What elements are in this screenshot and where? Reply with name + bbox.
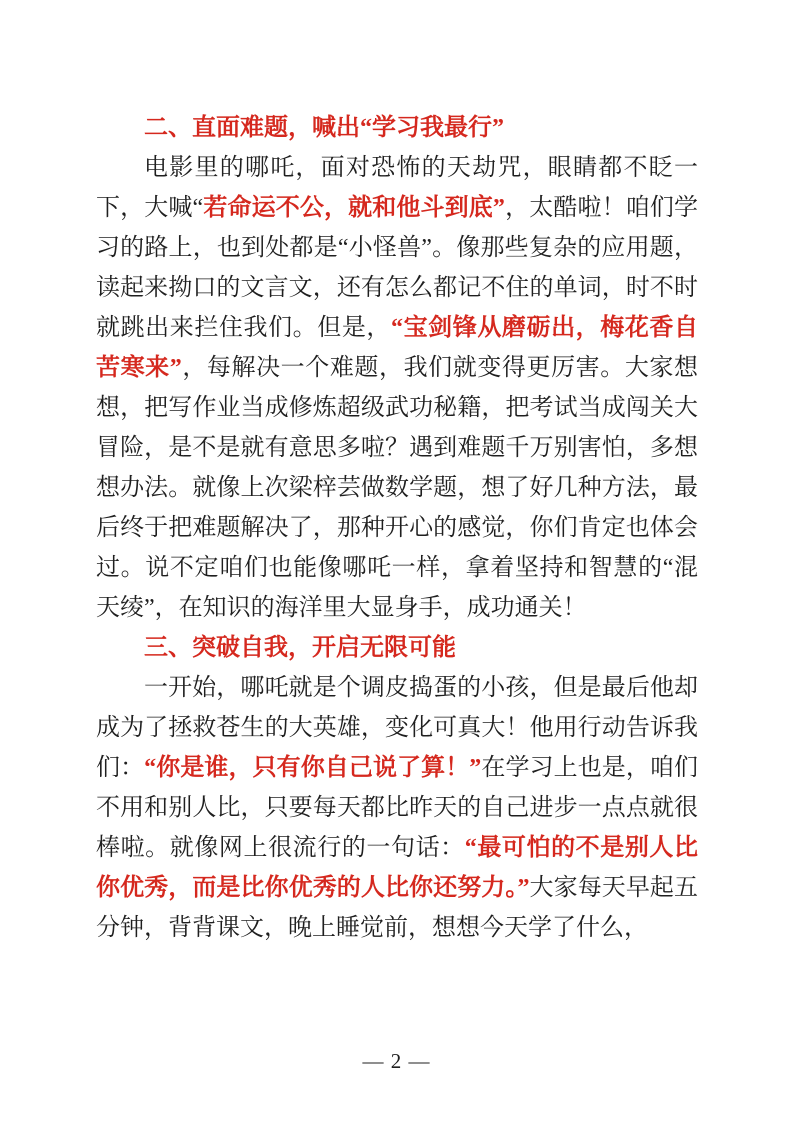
text-segment: 大家每天早起五分钟，背背课文，晚上睡觉前，想想今天学了什么， bbox=[96, 875, 699, 941]
highlighted-text: “你是谁，只有你自己说了算！” bbox=[144, 755, 482, 781]
highlighted-text: 三、突破自我，开启无限可能 bbox=[144, 635, 456, 661]
highlighted-text: 若命运不公，就和他斗到底” bbox=[203, 195, 505, 221]
text-segment: 一开始，哪吒就是个调皮捣蛋的小孩，但是最后他却成为了拯救苍生的大英雄，变化可真大！他用行动告诉我们： bbox=[96, 675, 698, 781]
highlighted-text: 二、直面难题，喊出“学习我最行” bbox=[144, 115, 504, 141]
section-heading bbox=[96, 108, 698, 148]
paragraph bbox=[96, 668, 698, 948]
text-segment: 电影里的哪吒，面对恐怖的天劫咒，眼睛都不眨一下，大喊“ bbox=[96, 155, 698, 221]
text-segment: ，太酷啦！咱们学习的路上，也到处都是“小怪兽”。像那些复杂的应用题，读起来拗口的文言文，还有怎么都记不住的单词，时不时就跳出来拦住我们。但是， bbox=[96, 195, 699, 341]
paragraph bbox=[96, 148, 698, 628]
text-segment: ，每解决一个难题，我们就变得更厉害。大家想想，把写作业当成修炼超级武功秘籍，把考试当成闯关大冒险，是不是就有意思多啦？遇到难题千万别害怕，多想想办法。就像上次梁梓芸做数学题，想了好几种方法，最后终于把难题解决了，那种开心的感觉，你们肯定也体会过。说不定咱们也能像哪吒一样，拿着坚持和智慧的“混天绫”，在知识的海洋里大显身手，成功通关！ bbox=[96, 355, 698, 621]
text-segment: 在学习上也是，咱们不用和别人比，只要每天都比昨天的自己进步一点点就很棒啦。就像网上很流行的一句话： bbox=[96, 755, 699, 861]
highlighted-text: “宝剑锋从磨砺出，梅花香自苦寒来” bbox=[96, 315, 698, 381]
highlighted-text: “最可怕的不是别人比你优秀，而是比你优秀的人比你还努力。” bbox=[96, 835, 698, 901]
document-body bbox=[96, 108, 698, 948]
page-number: — 2 — bbox=[362, 1049, 431, 1073]
section-heading bbox=[96, 628, 698, 668]
